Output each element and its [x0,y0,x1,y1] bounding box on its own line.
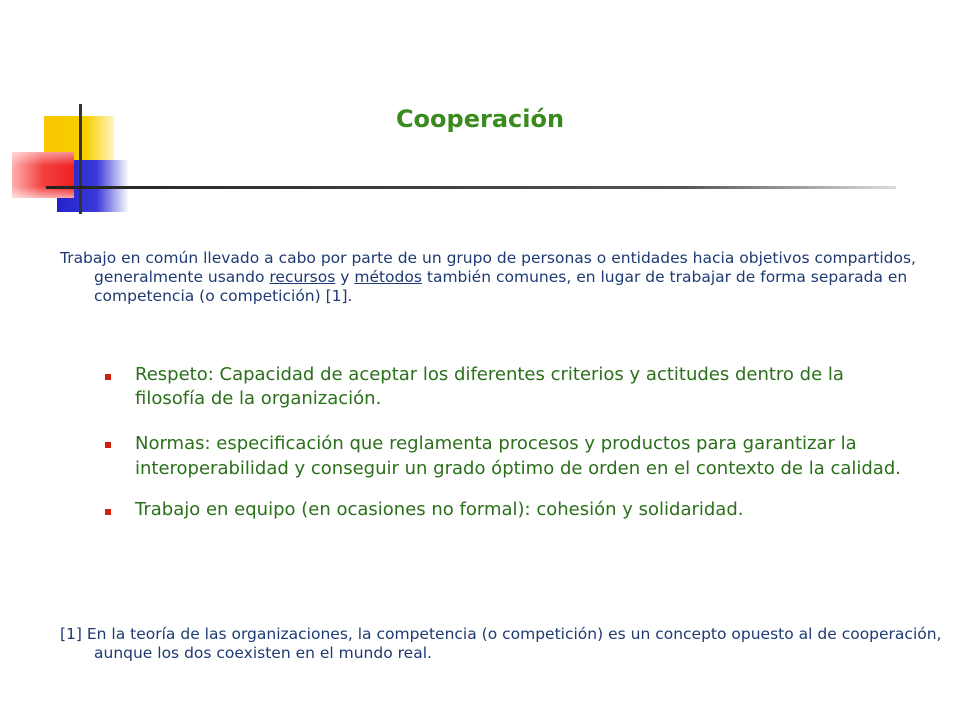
bullet-item-trabajo-en-equipo [105,498,915,522]
bullet-text: Normas: especificación que reglamenta procesos y productos para garantizar la interoperabilidad y conseguir un grado óptimo de orden en el contexto de la calidad. [135,433,901,479]
definition-text-join: y [335,268,355,286]
bullet-list [105,363,915,542]
definition-paragraph [60,249,944,306]
vertical-rule [79,104,82,214]
bullet-square-icon [105,374,111,380]
definition-text-end: también comunes, en lugar de trabajar de forma separada en competencia (o competición) [1]. [94,268,908,305]
bullet-square-icon [105,442,111,448]
link-metodos[interactable]: métodos [354,268,422,286]
footnote: [1] En la teoría de las organizaciones, la competencia (o competición) es un concepto opuesto al de cooperación, aunque los dos coexisten en el mundo real. [60,625,942,662]
definition-text-start: Trabajo en común llevado a cabo por parte de un grupo de personas o entidades hacia objetivos compartidos, generalmente usando [60,249,916,286]
bullet-square-icon [105,509,111,515]
slide-title: Cooperación [395,105,565,133]
bullet-item-normas [105,431,915,481]
horizontal-rule [46,186,896,189]
link-recursos[interactable]: recursos [269,268,336,286]
bullet-text: Respeto: Capacidad de aceptar los diferentes criterios y actitudes dentro de la filosofía de la organización. [135,364,844,409]
bullet-text: Trabajo en equipo (en ocasiones no formal): cohesión y solidaridad. [135,499,744,520]
bullet-item-respeto [105,363,915,411]
